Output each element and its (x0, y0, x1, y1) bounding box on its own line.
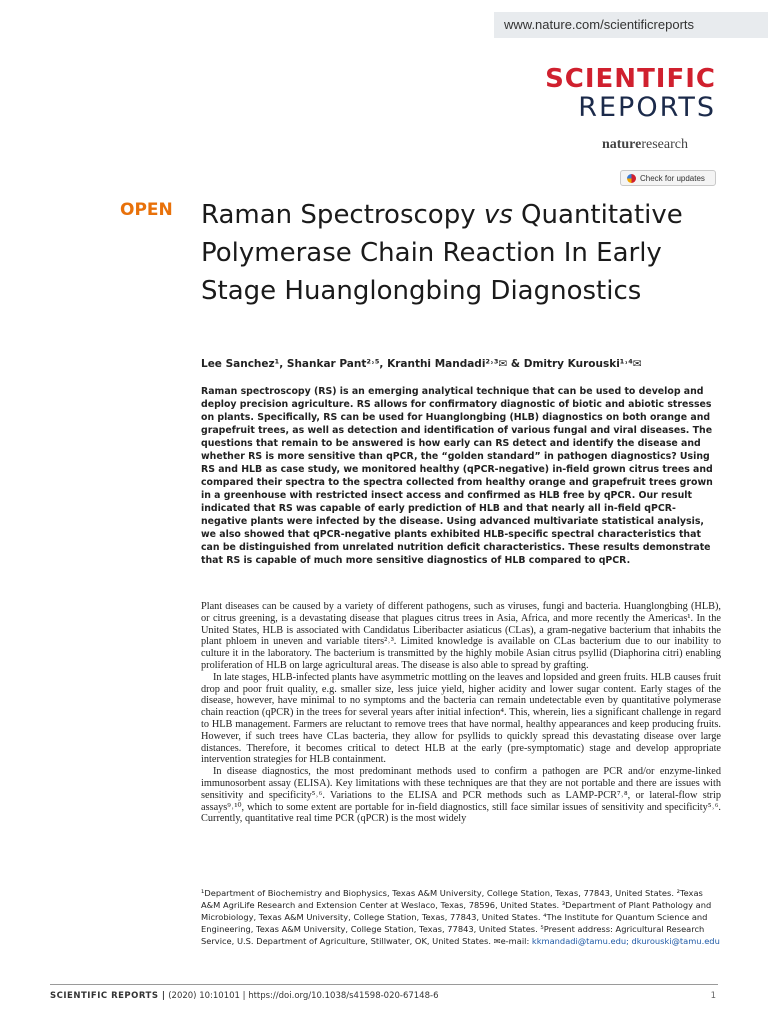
title-vs: vs (483, 200, 513, 230)
publisher-name-a: nature (601, 137, 642, 152)
affiliations-text: ¹Department of Biochemistry and Biophysics, Texas A&M University, College Station, Texas, 77843, United States. ²Texas A&M AgriLife Research and Extension Center at Weslaco, Texas, 78596, United States. ³Department of Plant Pathology and Microbiology, Texas A&M University, College Station, Texas, 77843, United States. ⁴The Institute for Quantum Science and Engineering, Texas A&M University, College Station, Texas, 77843, United States. ⁵Present address: Agricultural Research Service, U.S. Department of Agriculture, Stillwater, OK, United States. ✉e-mail: (201, 888, 712, 946)
title-part-1: Raman Spectroscopy (201, 200, 484, 230)
footer-citation (50, 991, 438, 1001)
journal-url[interactable]: www.nature.com/scientificreports (494, 12, 768, 38)
paragraph: In late stages, HLB-infected plants have asymmetric mottling on the leaves and lopsided and green fruits. HLB causes fruit drop and poor fruit quality, e.g. smaller size, less juice yield, higher acidity and lower sugar content. Early stages of the disease, however, have minimal to no symptoms and the bacteria can remain undetectable even by quantitative polymerase chain reaction (qPCR) in the trees for several years after initial infection⁴. This, wherein, lies a significant challenge in regard to HLB management. Farmers are reluctant to remove trees that have normal, healthy appearances and keep producing fruits. However, if such trees have CLas bacteria, they allow for psyllids to quickly spread this devastating disease over large distances. Therefore, it becomes critical to detect HLB at the early (pre-symptomatic) stage and develop appropriate intervention strategies for HLB containment. (201, 671, 721, 766)
check-updates-label: Check for updates (640, 173, 705, 183)
abstract: Raman spectroscopy (RS) is an emerging analytical technique that can be used to develop and deploy precision agriculture. RS allows for confirmatory diagnostic of biotic and abiotic stresses on plants. Specifically, RS can be used for Huanglongbing (HLB) diagnostics on both orange and grapefruit trees, as well as detection and identification of various fungal and viral diseases. The questions that remain to be answered is how early can RS detect and identify the disease and whether RS is more sensitive than qPCR, the “golden standard” in pathogen diagnostics? Using RS and HLB as case study, we monitored healthy (qPCR-negative) in-field grown citrus trees and compared their spectra to the spectra collected from healthy orange and grapefruit trees grown in a greenhouse with restricted insect access and confirmed as HLB free by qPCR. Our result indicated that RS was capable of early prediction of HLB and that nearly all in-field qPCR-negative plants were infected by the disease. Using advanced multivariate statistical analysis, we also showed that qPCR-negative plants exhibited HLB-specific spectral characteristics that can be distinguished from unrelated nutrition deficit characteristics. These results demonstrate that RS is capable of much more sensitive diagnostics of HLB compared to qPCR. (201, 386, 713, 566)
paragraph: In disease diagnostics, the most predominant methods used to confirm a pathogen are PCR and/or enzyme-linked immunosorbent assay (ELISA). Key limitations with these techniques are that they are not portable and there are issues with sensitivity and specificity⁵˒⁶. Variations to the ELISA and PCR methods such as LAMP-PCR⁷˒⁸, or lateral-flow strip assays⁹˒¹⁰, which to some extent are portable for in-field diagnostics, still face similar issues of sensitivity and specificity⁵˒⁶. Currently, quantitative real time PCR (qPCR) is the most widely (201, 766, 721, 825)
footer-brand: SCIENTIFIC REPORTS | (50, 991, 166, 1001)
publisher-name (602, 137, 688, 153)
open-access-label: OPEN (120, 200, 173, 220)
logo-line-1: SCIENTIFIC (545, 64, 716, 94)
footer-doi[interactable]: (2020) 10:10101 | https://doi.org/10.1038/s41598-020-67148-6 (168, 991, 439, 1001)
email-links[interactable]: kkmandadi@tamu.edu; dkurouski@tamu.edu (531, 936, 720, 946)
title-part-2: Quantitative Polymerase Chain Reaction In Early Stage Huanglongbing Diagnostics (201, 200, 683, 306)
author-list: Lee Sanchez¹, Shankar Pant²˒⁵, Kranthi Mandadi²˒³✉ & Dmitry Kurouski¹˒⁴✉ (201, 358, 642, 370)
crossmark-icon (627, 174, 636, 183)
body-text (201, 601, 721, 825)
footer-divider (50, 984, 718, 985)
affiliations (201, 887, 721, 947)
page-number: 1 (710, 991, 716, 1001)
article-title (201, 196, 721, 310)
journal-logo (545, 66, 716, 121)
check-updates-button[interactable] (620, 170, 716, 186)
publisher-name-b: research (641, 137, 688, 152)
paragraph: Plant diseases can be caused by a variety of different pathogens, such as viruses, fungi and bacteria. Huanglongbing (HLB), or citrus greening, is a devastating disease that plagues citrus trees in Asia, Africa, and more recently the Americas¹. In the United States, HLB is associated with Candidatus Liberibacter asiaticus (CLas), a gram-negative bacterium that inhabits the plant phloem in uneven and variable titers²˒³. Limited knowledge is available on CLas bacterium due to our inability to culture it in the laboratory. The bacterium is transmitted by the highly mobile Asian citrus psyllid (Diaphorina citri) enabling proliferation of HLB on large agricultural areas. The disease is also able to spread by grafting. (201, 601, 721, 671)
logo-line-2: REPORTS (578, 92, 716, 123)
